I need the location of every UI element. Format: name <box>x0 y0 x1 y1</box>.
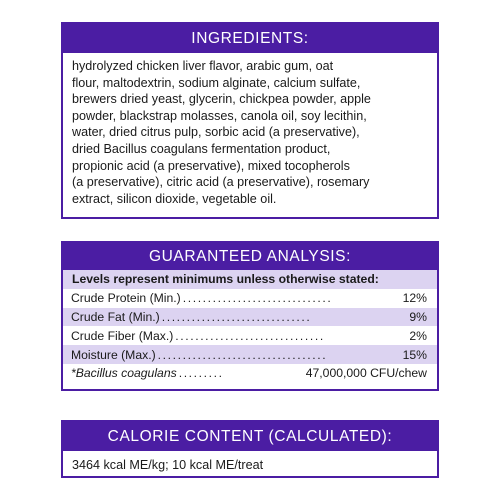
analysis-row-crude-fiber <box>63 326 437 345</box>
ingredients-text <box>63 53 437 207</box>
ingredients-line: hydrolyzed chicken liver flavor, arabic gum, oat <box>72 59 334 73</box>
analysis-value: 2% <box>409 328 427 343</box>
ingredients-line: (a preservative), citric acid (a preservative), rosemary <box>72 175 370 190</box>
analysis-value: 47,000,000 CFU/chew <box>305 366 427 381</box>
dot-leader: .................................. <box>157 347 328 362</box>
guaranteed-analysis-panel <box>61 241 439 391</box>
analysis-value: 9% <box>409 309 427 324</box>
analysis-row-moisture <box>63 345 437 364</box>
dot-leader: .............................. <box>182 291 333 306</box>
ingredients-line: powder, blackstrap molasses, canola oil, soy lecithin, <box>72 108 367 123</box>
ingredients-line: propionic acid (a preservative), mixed tocopherols <box>72 158 350 173</box>
analysis-row-crude-fat <box>63 308 437 327</box>
analysis-row-crude-protein <box>63 289 437 308</box>
ingredients-line: brewers dried yeast, glycerin, chickpea powder, apple <box>72 92 371 107</box>
analysis-row-bacillus-coagulans <box>63 364 437 383</box>
analysis-value: 15% <box>402 347 427 362</box>
dot-leader: .............................. <box>175 328 325 343</box>
dot-leader: ......... <box>178 366 224 381</box>
analysis-label: Crude Fat (Min.) <box>71 309 160 324</box>
analysis-title: GUARANTEED ANALYSIS: <box>63 243 437 270</box>
ingredients-title: INGREDIENTS: <box>63 24 437 53</box>
analysis-label: Moisture (Max.) <box>71 347 156 362</box>
analysis-label: Crude Protein (Min.) <box>71 291 181 306</box>
ingredients-line: water, dried citrus pulp, sorbic acid (a preservative), <box>72 125 360 140</box>
ingredients-line: flour, maltodextrin, sodium alginate, calcium sulfate, <box>72 75 361 90</box>
analysis-table <box>63 270 437 383</box>
dot-leader: .............................. <box>161 309 312 324</box>
analysis-note: Levels represent minimums unless otherwise stated: <box>63 270 437 289</box>
ingredients-line: extract, silicon dioxide, vegetable oil. <box>72 191 277 206</box>
analysis-value: 12% <box>402 291 427 306</box>
analysis-label: Crude Fiber (Max.) <box>71 328 174 343</box>
calorie-title: CALORIE CONTENT (CALCULATED): <box>63 422 437 451</box>
calorie-content-panel <box>61 420 439 478</box>
ingredients-panel <box>61 22 439 219</box>
calorie-text: 3464 kcal ME/kg; 10 kcal ME/treat <box>72 458 264 472</box>
ingredients-line: dried Bacillus coagulans fermentation product, <box>72 141 331 156</box>
analysis-label: *Bacillus coagulans <box>71 366 177 381</box>
